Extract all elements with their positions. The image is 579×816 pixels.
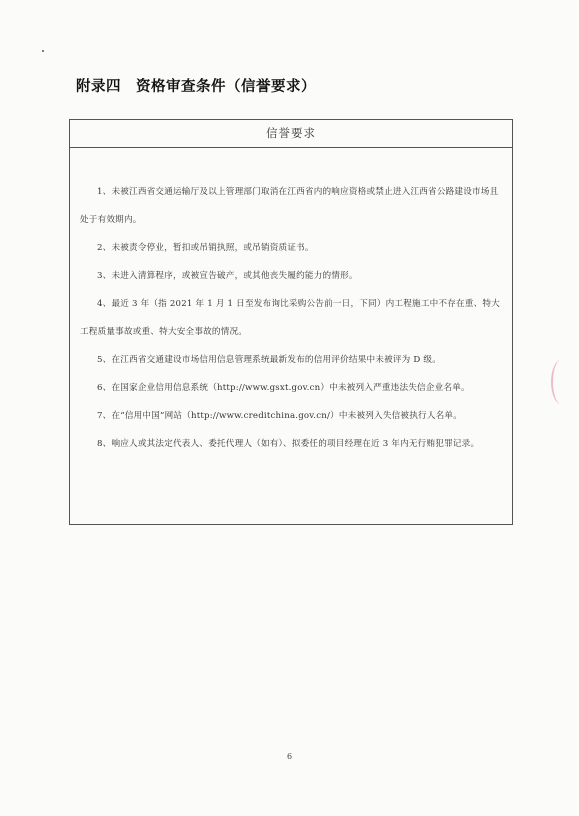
requirement-item-3: 3、未进入清算程序，或被宣告破产，或其他丧失履约能力的情形。: [97, 271, 358, 281]
page-number: 6: [286, 752, 293, 761]
requirements-table: [69, 119, 513, 525]
seal-stamp-edge: [551, 360, 571, 404]
table-header: 信誉要求: [70, 120, 512, 148]
requirement-item-7: 7、在“信用中国”网站（http://www.creditchina.gov.cn/）中未被列入失信被执行人名单。: [97, 411, 462, 421]
requirement-item-1: 1、未被江西省交通运输厅及以上管理部门取消在江西省内的响应资格或禁止进入江西省公路建设市场且处于有效期内。: [80, 187, 499, 225]
page-title: 附录四 资格审查条件（信誉要求）: [76, 79, 316, 95]
requirement-item-8: 8、响应人或其法定代表人、委托代理人（如有）、拟委任的项目经理在近 3 年内无行贿犯罪记录。: [97, 439, 480, 449]
requirement-item-6: 6、在国家企业信用信息系统（http://www.gsxt.gov.cn）中未被列入严重违法失信企业名单。: [97, 383, 470, 393]
requirement-item-4: 4、最近 3 年（指 2021 年 1 月 1 日至发布询比采购公告前一日，下同）内工程施工中不存在重、特大工程质量事故或重、特大安全事故的情况。: [80, 299, 500, 337]
requirement-item-2: 2、未被责令停业，暂扣或吊销执照，或吊销资质证书。: [97, 243, 314, 253]
scan-speck: [42, 50, 44, 52]
requirement-item-5: 5、在江西省交通建设市场信用信息管理系统最新发布的信用评价结果中未被评为 D 级。: [97, 355, 441, 365]
table-content: [70, 148, 512, 458]
